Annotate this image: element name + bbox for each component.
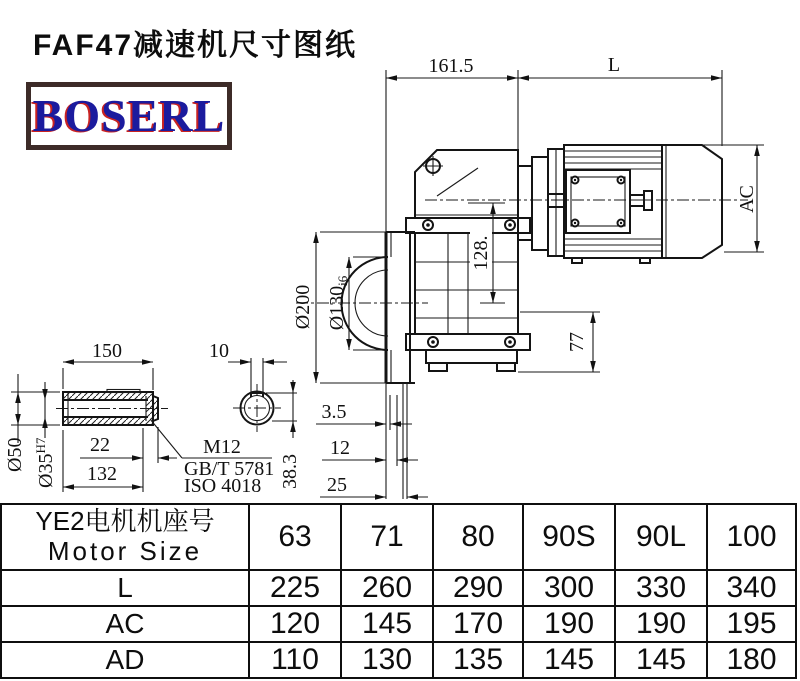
fan-cowl: [662, 145, 722, 258]
dim-flange-25: [320, 474, 428, 500]
value-cell: 135: [433, 642, 523, 678]
dim-o35-label: $Ø35^{H7}$: [33, 437, 57, 488]
value-cell: 225: [249, 570, 341, 606]
dim-motor-length-L: [518, 54, 722, 146]
page-title: FAF47减速机尺寸图纸: [33, 29, 358, 62]
row-label-L: L: [1, 570, 249, 606]
value-cell: 130: [341, 642, 433, 678]
value-cell: 145: [523, 642, 615, 678]
value-cell: 340: [707, 570, 796, 606]
value-cell: 190: [523, 606, 615, 642]
motor-size-63: 63: [249, 504, 341, 570]
dim-flange-od-label: Ø200: [292, 284, 314, 330]
gearbox-housing: [406, 150, 530, 371]
dim-132-label: 132: [87, 463, 117, 485]
dim-10-label: 10: [209, 340, 229, 362]
thread-gb-label: GB/T 5781: [184, 458, 275, 480]
value-cell: 180: [707, 642, 796, 678]
motor-size-90L: 90L: [615, 504, 707, 570]
motor-size-header-cell: [1, 504, 249, 570]
dim-keyway-10: [209, 340, 287, 396]
motor-body: [564, 145, 662, 258]
dim-bore-35H7: [33, 382, 57, 488]
table-header-row: [1, 504, 796, 570]
flange-thickness-lines: [386, 383, 407, 499]
dim-161-5-label: 161.5: [428, 55, 474, 77]
output-flange: [342, 232, 416, 383]
value-cell: 195: [707, 606, 796, 642]
motor: [518, 145, 722, 263]
value-cell: 120: [249, 606, 341, 642]
value-cell: 260: [341, 570, 433, 606]
motor-size-80: 80: [433, 504, 523, 570]
value-cell: 190: [615, 606, 707, 642]
shaft-detail-view: [4, 340, 274, 497]
value-cell: 170: [433, 606, 523, 642]
motor-size-100: 100: [707, 504, 796, 570]
dim-flange-12: [322, 437, 418, 463]
dim-o50-label: Ø50: [4, 437, 26, 472]
value-cell: 330: [615, 570, 707, 606]
value-cell: 145: [615, 642, 707, 678]
row-label-AC: AC: [1, 606, 249, 642]
dim-3-5-label: 3.5: [321, 401, 347, 423]
spec-table: [0, 503, 800, 681]
motor-size-90S: 90S: [523, 504, 615, 570]
dim-shaft-150: [63, 340, 153, 390]
value-cell: 110: [249, 642, 341, 678]
table-row-AC: [1, 606, 796, 642]
dim-25-label: 25: [327, 474, 347, 496]
thread-iso-label: ISO 4018: [184, 475, 262, 497]
main-view: [292, 54, 764, 500]
value-cell: 145: [341, 606, 433, 642]
dim-L-label: L: [607, 54, 621, 76]
dim-77-label: 77: [566, 332, 588, 352]
dim-motor-AC: [700, 145, 764, 252]
table-row-AD: [1, 642, 796, 678]
dim-12-label: 12: [330, 437, 350, 459]
dim-150-label: 150: [92, 340, 122, 362]
thread-spec-label: M12: [203, 436, 241, 458]
dim-spigot-label: $Ø130_{i6}$: [326, 275, 350, 331]
boserl-logo-text: BOSERL: [32, 90, 226, 141]
dim-gearbox-length: [386, 55, 518, 232]
motor-size-71: 71: [341, 504, 433, 570]
dim-38-3-label: 38.3: [279, 454, 301, 489]
motor-size-header-cn: YE2电机机座号: [35, 506, 215, 537]
dim-128-label: 128.: [470, 235, 492, 271]
motor-size-header-en: Motor Size: [47, 536, 203, 566]
row-label-AD: AD: [1, 642, 249, 678]
dim-22-label: 22: [90, 434, 110, 456]
dim-AC-label: AC: [736, 185, 758, 213]
dim-flange-3-5: [316, 401, 412, 427]
value-cell: 290: [433, 570, 523, 606]
value-cell: 300: [523, 570, 615, 606]
table-row-L: [1, 570, 796, 606]
